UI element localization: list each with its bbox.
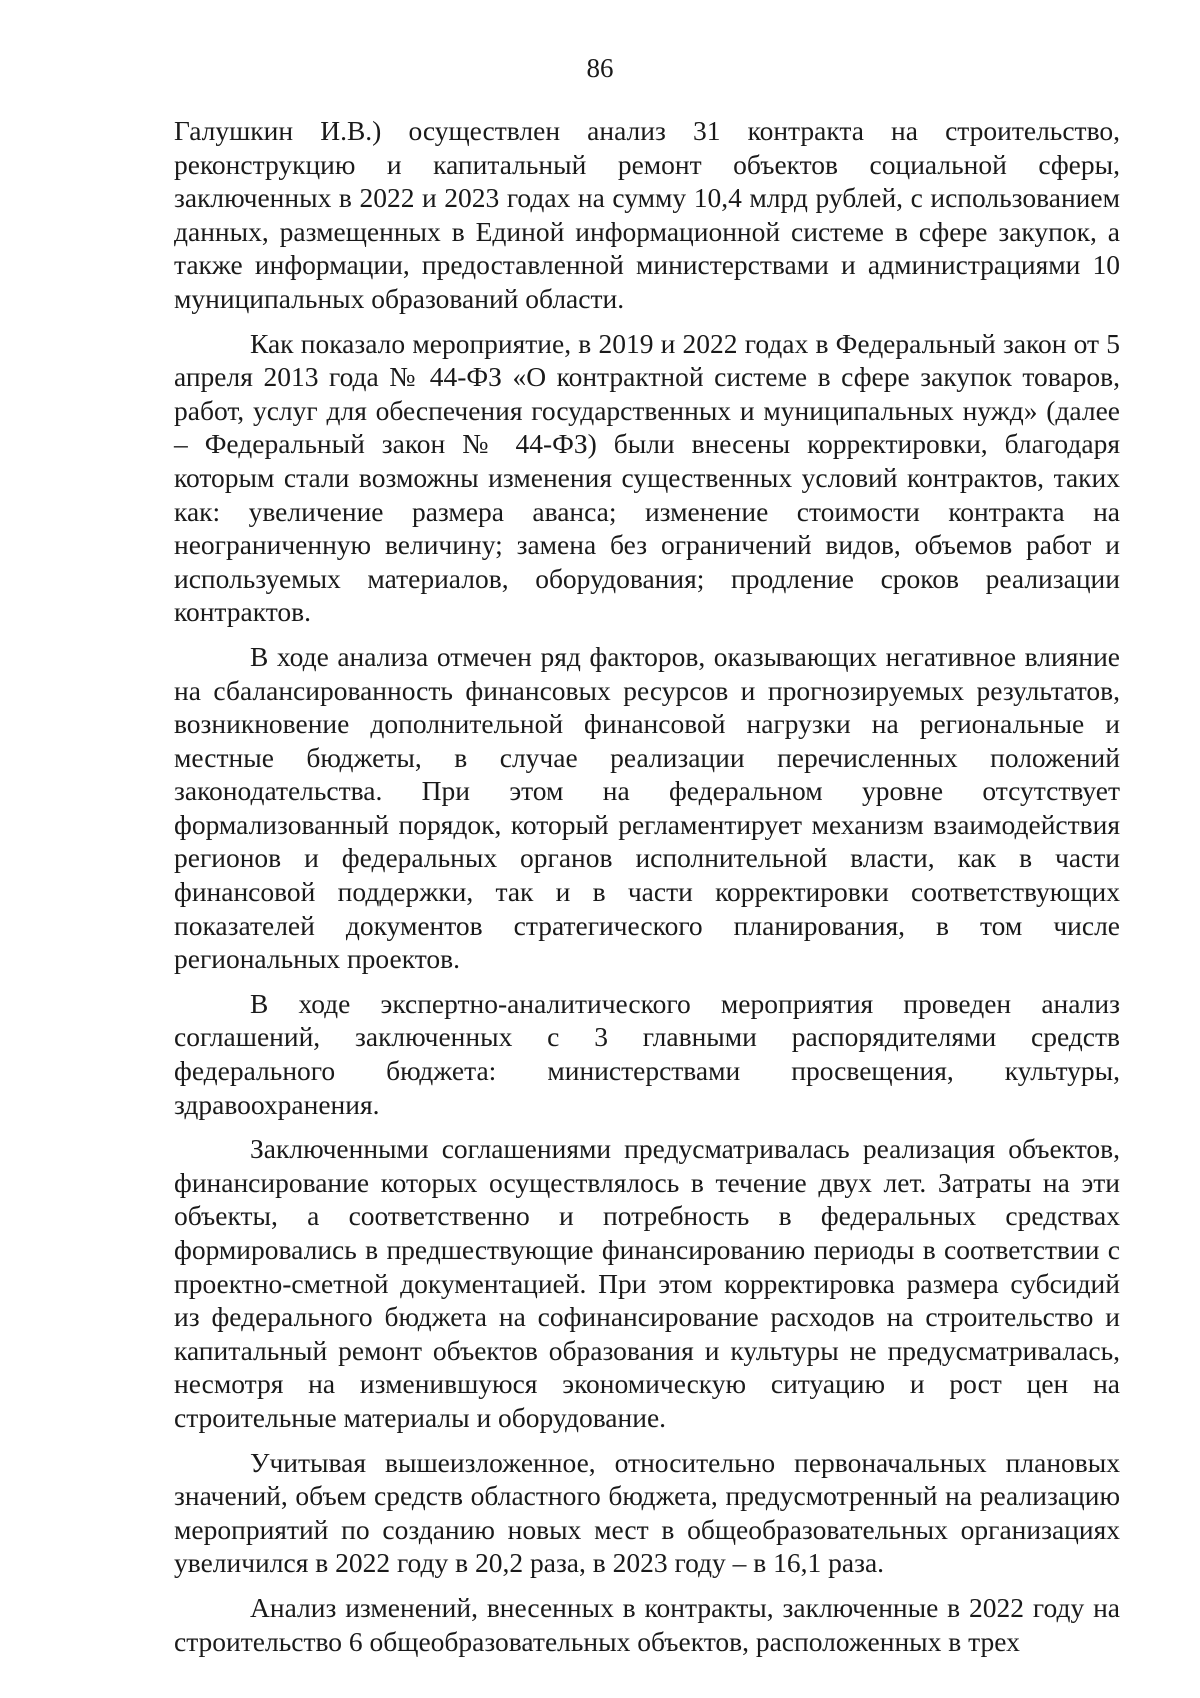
paragraph-6: Учитывая вышеизложенное, относительно первоначальных плановых значений, объем средств областного бюджета, предусмотренный на реализацию мероприятий по созданию новых мест в общеобразовательных организациях увеличился в 2022 году в 20,2 раза, в 2023 году – в 16,1 раза. — [174, 1446, 1120, 1579]
paragraph-5: Заключенными соглашениями предусматривалась реализация объектов, финансирование которых осуществлялось в течение двух лет. Затраты на эти объекты, а соответственно и потребность в федеральных средствах формировались в предшествующие финансированию периоды в соответствии с проектно-сметной документацией. При этом корректировка размера субсидий из федерального бюджета на софинансирование расходов на строительство и капитальный ремонт объектов образования и культуры не предусматривалась, несмотря на изменившуюся экономическую ситуацию и рост цен на строительные материалы и оборудование. — [174, 1133, 1120, 1433]
document-body — [174, 114, 1120, 1669]
paragraph-1: Галушкин И.В.) осуществлен анализ 31 контракта на строительство, реконструкцию и капитальный ремонт объектов социальной сферы, заключенных в 2022 и 2023 годах на сумму 10,4 млрд рублей, с использованием данных, размещенных в Единой информационной системе в сфере закупок, а также информации, предоставленной министерствами и администрациями 10 муниципальных образований области. — [174, 115, 1120, 314]
page-number: 86 — [586, 53, 614, 83]
paragraph-2: Как показало мероприятие, в 2019 и 2022 годах в Федеральный закон от 5 апреля 2013 года № 44-ФЗ «О контрактной системе в сфере закупок товаров, работ, услуг для обеспечения государственных и муниципальных нужд» (далее – Федеральный закон № 44-ФЗ) были внесены корректировки, благодаря которым стали возможны изменения существенных условий контрактов, таких как: увеличение размера аванса; изменение стоимости контракта на неограниченную величину; замена без ограничений видов, объемов работ и используемых материалов, оборудования; продление сроков реализации контрактов. — [174, 327, 1120, 628]
paragraph-4: В ходе экспертно-аналитического мероприятия проведен анализ соглашений, заключенных с 3 главными распорядителями средств федерального бюджета: министерствами просвещения, культуры, здравоохранения. — [174, 987, 1120, 1120]
paragraph-3: В ходе анализа отмечен ряд факторов, оказывающих негативное влияние на сбалансированность финансовых ресурсов и прогнозируемых результатов, возникновение дополнительной финансовой нагрузки на региональные и местные бюджеты, в случае реализации перечисленных положений законодательства. При этом на федеральном уровне отсутствует формализованный порядок, который регламентирует механизм взаимодействия регионов и федеральных органов исполнительной власти, как в части финансовой поддержки, так и в части корректировки соответствующих показателей документов стратегического планирования, в том числе региональных проектов. — [174, 640, 1120, 975]
paragraph-7: Анализ изменений, внесенных в контракты, заключенные в 2022 году на строительство 6 общеобразовательных объектов, расположенных в трех — [174, 1591, 1120, 1657]
